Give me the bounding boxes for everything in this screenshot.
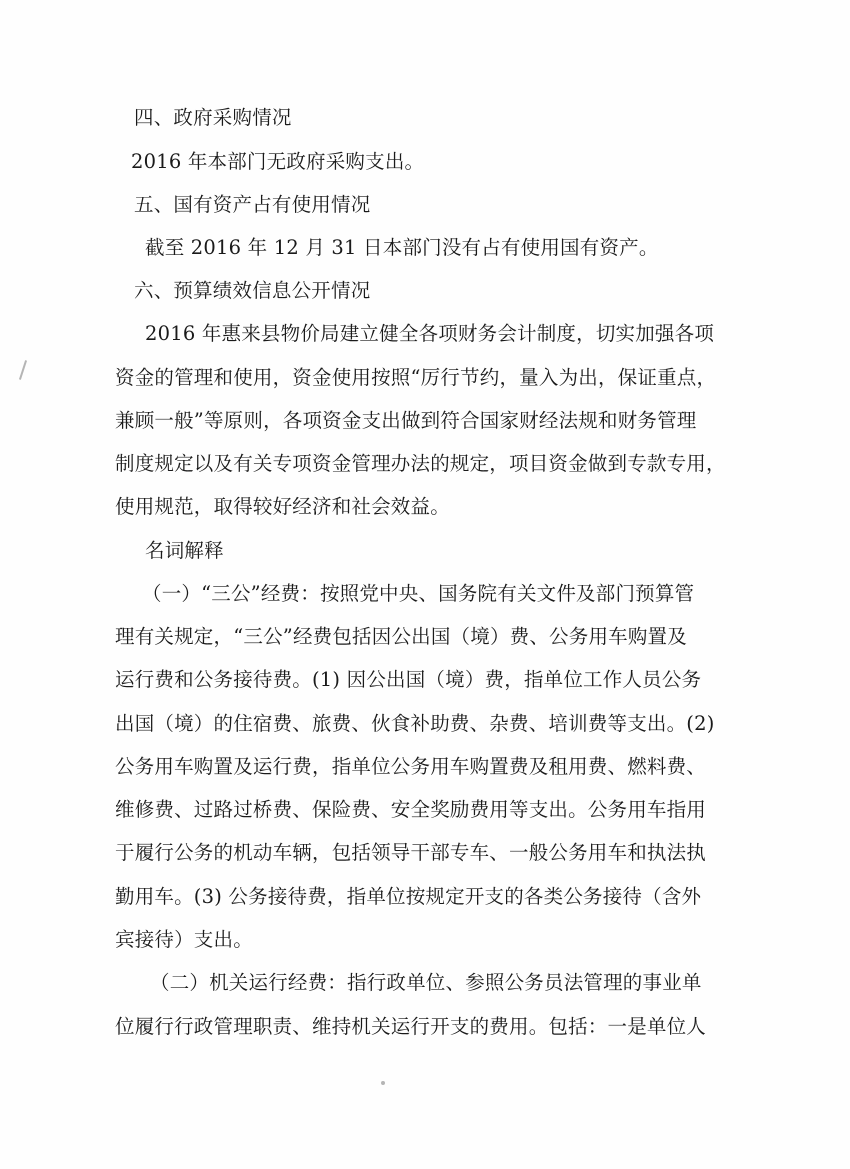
paragraph-line: 出国（境）的住宿费、旅费、伙食补助费、杂费、培训费等支出。(2) (115, 712, 715, 735)
paragraph-line: 截至 2016 年 12 月 31 日本部门没有占有使用国有资产。 (145, 236, 659, 259)
paragraph-line: 2016 年惠来县物价局建立健全各项财务会计制度，切实加强各项 (145, 322, 715, 345)
paragraph-line: （一）“三公”经费：按照党中央、国务院有关文件及部门预算管 (142, 582, 695, 605)
heading-glossary: 名词解释 (145, 539, 224, 562)
paragraph-line: 资金的管理和使用，资金使用按照“厉行节约，量入为出，保证重点， (115, 366, 717, 389)
paragraph-line: （二）机关运行经费：指行政单位、参照公务员法管理的事业单 (150, 971, 702, 994)
paragraph-line: 勤用车。(3) 公务接待费，指单位按规定开支的各类公务接待（含外 (115, 885, 702, 908)
paragraph-line: 2016 年本部门无政府采购支出。 (131, 150, 425, 173)
paragraph-line: 运行费和公务接待费。(1) 因公出国（境）费，指单位工作人员公务 (115, 668, 702, 691)
heading-budget-performance: 六、预算绩效信息公开情况 (134, 279, 371, 302)
paragraph-line: 使用规范，取得较好经济和社会效益。 (115, 495, 450, 518)
heading-government-procurement: 四、政府采购情况 (134, 106, 292, 129)
paragraph-line: 宾接待）支出。 (115, 928, 253, 951)
scan-dot (381, 1081, 385, 1085)
paragraph-line: 公务用车购置及运行费，指单位公务用车购置费及租用费、燃料费、 (115, 755, 707, 778)
paragraph-line: 位履行行政管理职责、维持机关运行开支的费用。包括：一是单位人 (115, 1015, 707, 1038)
paragraph-line: 兼顾一般”等原则，各项资金支出做到符合国家财经法规和财务管理 (115, 409, 697, 432)
paragraph-line: 于履行公务的机动车辆，包括领导干部专车、一般公务用车和执法执 (115, 841, 707, 864)
paragraph-line: 制度规定以及有关专项资金管理办法的规定，项目资金做到专款专用， (115, 452, 726, 475)
heading-state-assets: 五、国有资产占有使用情况 (134, 193, 371, 216)
paragraph-line: 维修费、过路过桥费、保险费、安全奖励费用等支出。公务用车指用 (115, 798, 707, 821)
scan-mark (19, 360, 27, 380)
paragraph-line: 理有关规定，“三公”经费包括因公出国（境）费、公务用车购置及 (115, 625, 687, 648)
